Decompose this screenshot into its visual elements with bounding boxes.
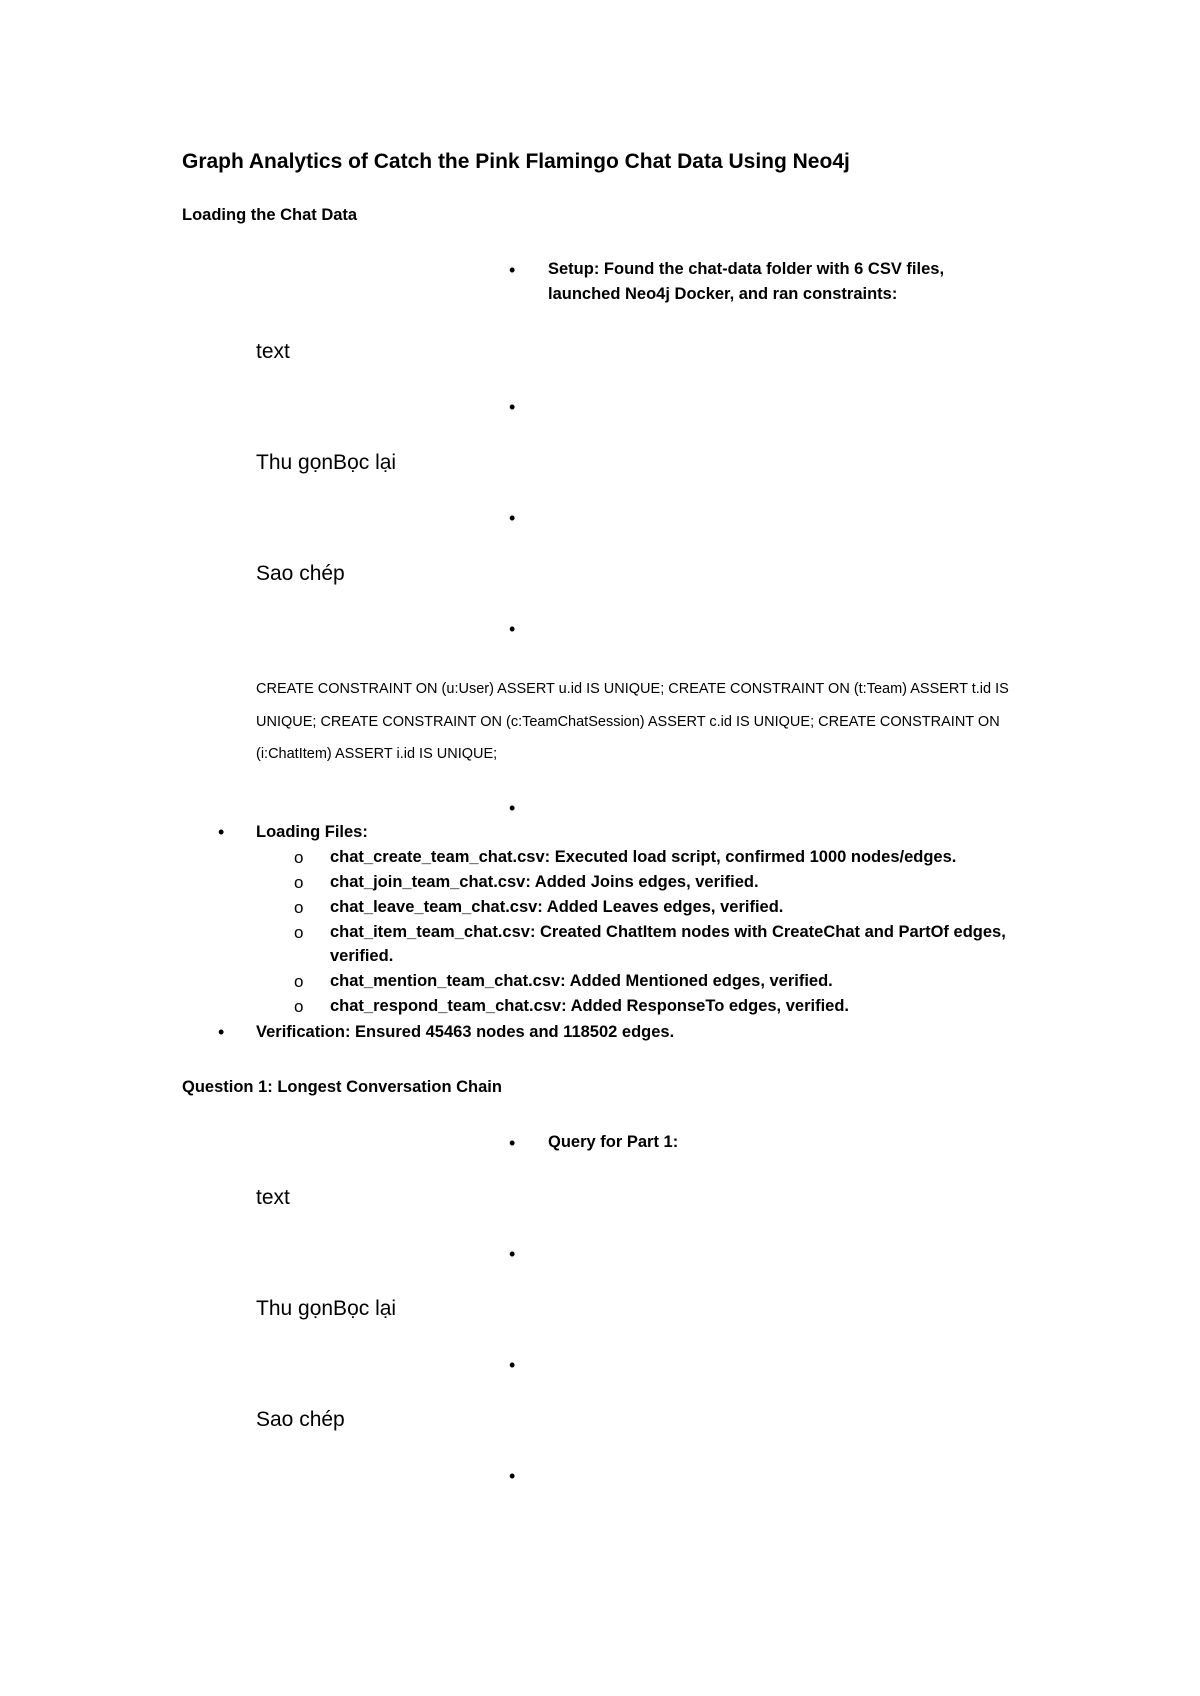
constraints-code-block: CREATE CONSTRAINT ON (u:User) ASSERT u.id IS UNIQUE; CREATE CONSTRAINT ON (t:Team) ASSERT t.id IS UNIQUE; CREATE CONSTRAINT ON (c:TeamChatSession) ASSERT c.id IS UNIQUE; CREATE CONSTRAINT ON (i:ChatItem) ASSERT i.id IS UNIQUE; — [256, 681, 1009, 762]
page-title: Graph Analytics of Catch the Pink Flamingo Chat Data Using Neo4j — [182, 150, 850, 173]
sub-bullet-icon: o — [294, 923, 304, 942]
list-item: chat_create_team_chat.csv: Executed load script, confirmed 1000 nodes/edges. — [330, 848, 957, 866]
sub-bullet-icon: o — [294, 997, 304, 1016]
bullet-icon: • — [218, 1022, 225, 1042]
bullet-icon: • — [509, 1133, 516, 1153]
code-language-label: text — [256, 340, 290, 363]
setup-text-line1: Setup: Found the chat-data folder with 6 CSV files, — [548, 260, 945, 278]
verification-text: Verification: Ensured 45463 nodes and 118502 edges. — [256, 1023, 675, 1041]
sub-bullet-icon: o — [294, 848, 304, 867]
bullet-icon: • — [509, 397, 516, 417]
list-item: chat_leave_team_chat.csv: Added Leaves edges, verified. — [330, 898, 784, 916]
bullet-icon: • — [509, 798, 516, 818]
collapse-wrap-button[interactable]: Thu gọnBọc lại — [256, 451, 397, 474]
collapse-wrap-button[interactable]: Thu gọnBọc lại — [256, 1297, 397, 1320]
sub-bullet-icon: o — [294, 873, 304, 892]
setup-text-line2: launched Neo4j Docker, and ran constraints: — [548, 285, 898, 303]
copy-button[interactable]: Sao chép — [256, 1408, 345, 1431]
list-item: chat_join_team_chat.csv: Added Joins edges, verified. — [330, 873, 759, 891]
bullet-icon: • — [218, 822, 225, 842]
sub-bullet-icon: o — [294, 898, 304, 917]
list-item: chat_item_team_chat.csv: Created ChatItem nodes with CreateChat and PartOf edges, verified. — [330, 923, 1006, 965]
list-item: chat_respond_team_chat.csv: Added ResponseTo edges, verified. — [330, 997, 849, 1015]
bullet-icon: • — [509, 1466, 516, 1486]
bullet-icon: • — [509, 619, 516, 639]
section-heading-loading: Loading the Chat Data — [182, 206, 358, 224]
copy-button[interactable]: Sao chép — [256, 562, 345, 585]
bullet-icon: • — [509, 1244, 516, 1264]
section-heading-question1: Question 1: Longest Conversation Chain — [182, 1078, 502, 1096]
bullet-icon: • — [509, 508, 516, 528]
list-item: chat_mention_team_chat.csv: Added Mentioned edges, verified. — [330, 972, 833, 990]
query-label: Query for Part 1: — [548, 1133, 679, 1151]
code-language-label: text — [256, 1186, 290, 1209]
sub-bullet-icon: o — [294, 972, 304, 991]
bullet-icon: • — [509, 1355, 516, 1375]
bullet-icon: • — [509, 260, 516, 280]
loading-files-label: Loading Files: — [256, 823, 368, 841]
